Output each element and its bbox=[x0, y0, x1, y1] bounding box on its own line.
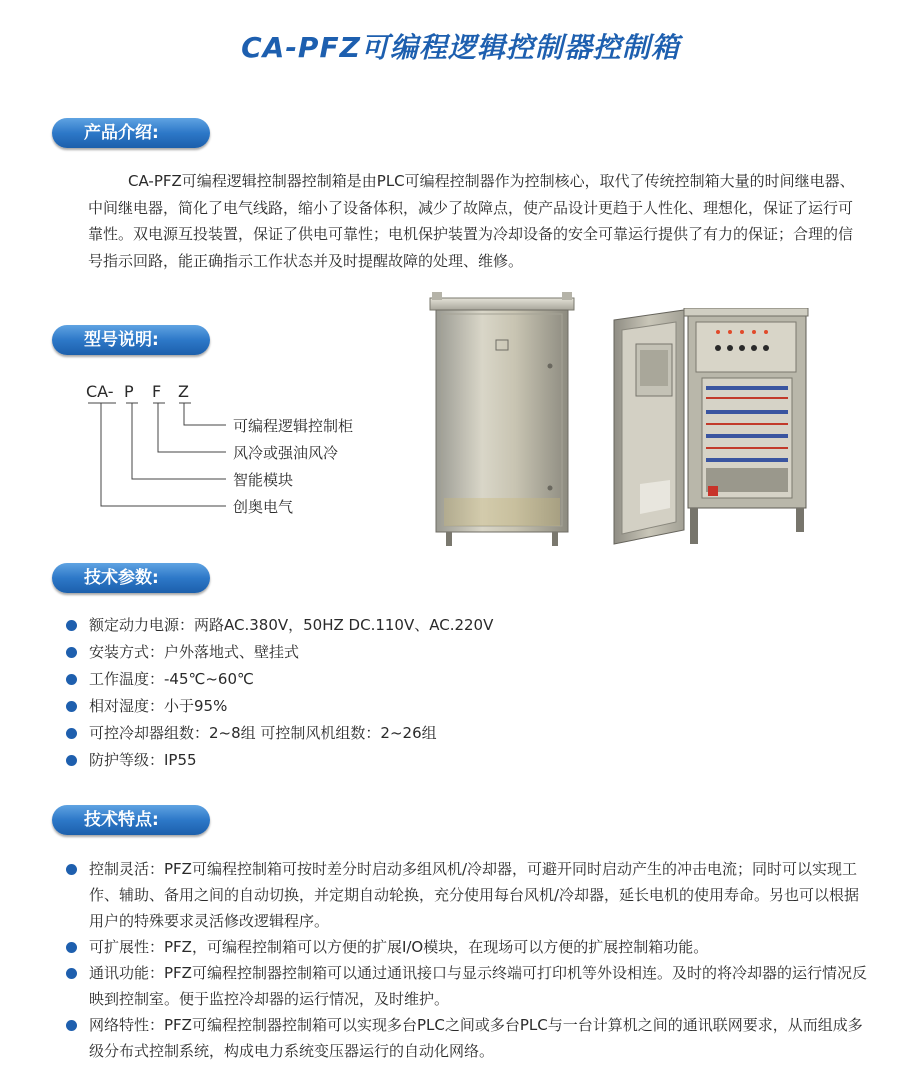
list-item: 可控冷却器组数：2~8组 可控制风机组数：2~26组 bbox=[66, 720, 876, 747]
list-item: 额定动力电源：两路AC.380V，50HZ DC.110V、AC.220V bbox=[66, 612, 876, 639]
cabinet-closed-image bbox=[428, 292, 576, 548]
list-item: 可扩展性：PFZ，可编程控制箱可以方便的扩展I/O模块，在现场可以方便的扩展控制箱功能。 bbox=[66, 934, 872, 960]
list-item: 控制灵活：PFZ可编程控制箱可按时差分时启动多组风机/冷却器，可避开同时启动产生的冲击电流；同时可以实现工作、辅助、备用之间的自动切换，并定期自动轮换，充分使用每台风机/冷却器，延长电机的使用寿命。另也可以根据用户的特殊要求灵活修改逻辑程序。 bbox=[66, 856, 872, 934]
list-item: 防护等级：IP55 bbox=[66, 747, 876, 774]
model-legend-item: 创奥电气 bbox=[233, 498, 294, 516]
params-list bbox=[66, 612, 876, 774]
bullet-icon bbox=[66, 968, 77, 979]
section-header-params: 技术参数: bbox=[52, 563, 210, 593]
list-item: 工作温度：-45℃~60℃ bbox=[66, 666, 876, 693]
page-title: CA-PFZ可编程逻辑控制器控制箱 bbox=[241, 31, 680, 64]
bullet-icon bbox=[66, 674, 77, 685]
model-code-z: Z bbox=[178, 382, 189, 401]
list-item: 网络特性：PFZ可编程控制器控制箱可以实现多台PLC之间或多台PLC与一台计算机之间的通讯联网要求，从而组成多级分布式控制系统，构成电力系统变压器运行的自动化网络。 bbox=[66, 1012, 872, 1064]
model-code-p: P bbox=[124, 382, 134, 401]
model-code-f: F bbox=[152, 382, 162, 401]
section-header-intro: 产品介绍: bbox=[52, 118, 210, 148]
model-code-ca: CA- bbox=[86, 382, 114, 401]
model-legend-item: 智能模块 bbox=[233, 471, 294, 489]
bullet-icon bbox=[66, 864, 77, 875]
bullet-icon bbox=[66, 755, 77, 766]
section-header-model: 型号说明: bbox=[52, 325, 210, 355]
model-legend-item: 可编程逻辑控制柜 bbox=[233, 417, 354, 435]
features-list bbox=[66, 856, 872, 1064]
bullet-icon bbox=[66, 647, 77, 658]
list-item: 通讯功能：PFZ可编程控制器控制箱可以通过通讯接口与显示终端可打印机等外设相连。及时的将冷却器的运行情况反映到控制室。便于监控冷却器的运行情况，及时维护。 bbox=[66, 960, 872, 1012]
model-legend-item: 风冷或强油风冷 bbox=[233, 444, 339, 462]
bullet-icon bbox=[66, 942, 77, 953]
list-item: 安装方式：户外落地式、壁挂式 bbox=[66, 639, 876, 666]
intro-paragraph: CA-PFZ可编程逻辑控制器控制箱是由PLC可编程控制器作为控制核心，取代了传统控制箱大量的时间继电器、中间继电器，简化了电气线路，缩小了设备体积，减少了故障点，使产品设计更趋于人性化、理想化，保证了运行可靠性。双电源互投装置，保证了供电可靠性；电机保护装置为冷却设备的安全可靠运行提供了有力的保证；合理的信号指示回路，能正确指示工作状态并及时提醒故障的处理、维修。 bbox=[88, 172, 855, 270]
bullet-icon bbox=[66, 620, 77, 631]
cabinet-open-image bbox=[610, 308, 810, 548]
bullet-icon bbox=[66, 1020, 77, 1031]
list-item: 相对湿度：小于95% bbox=[66, 693, 876, 720]
section-header-features: 技术特点: bbox=[52, 805, 210, 835]
bullet-icon bbox=[66, 728, 77, 739]
bullet-icon bbox=[66, 701, 77, 712]
